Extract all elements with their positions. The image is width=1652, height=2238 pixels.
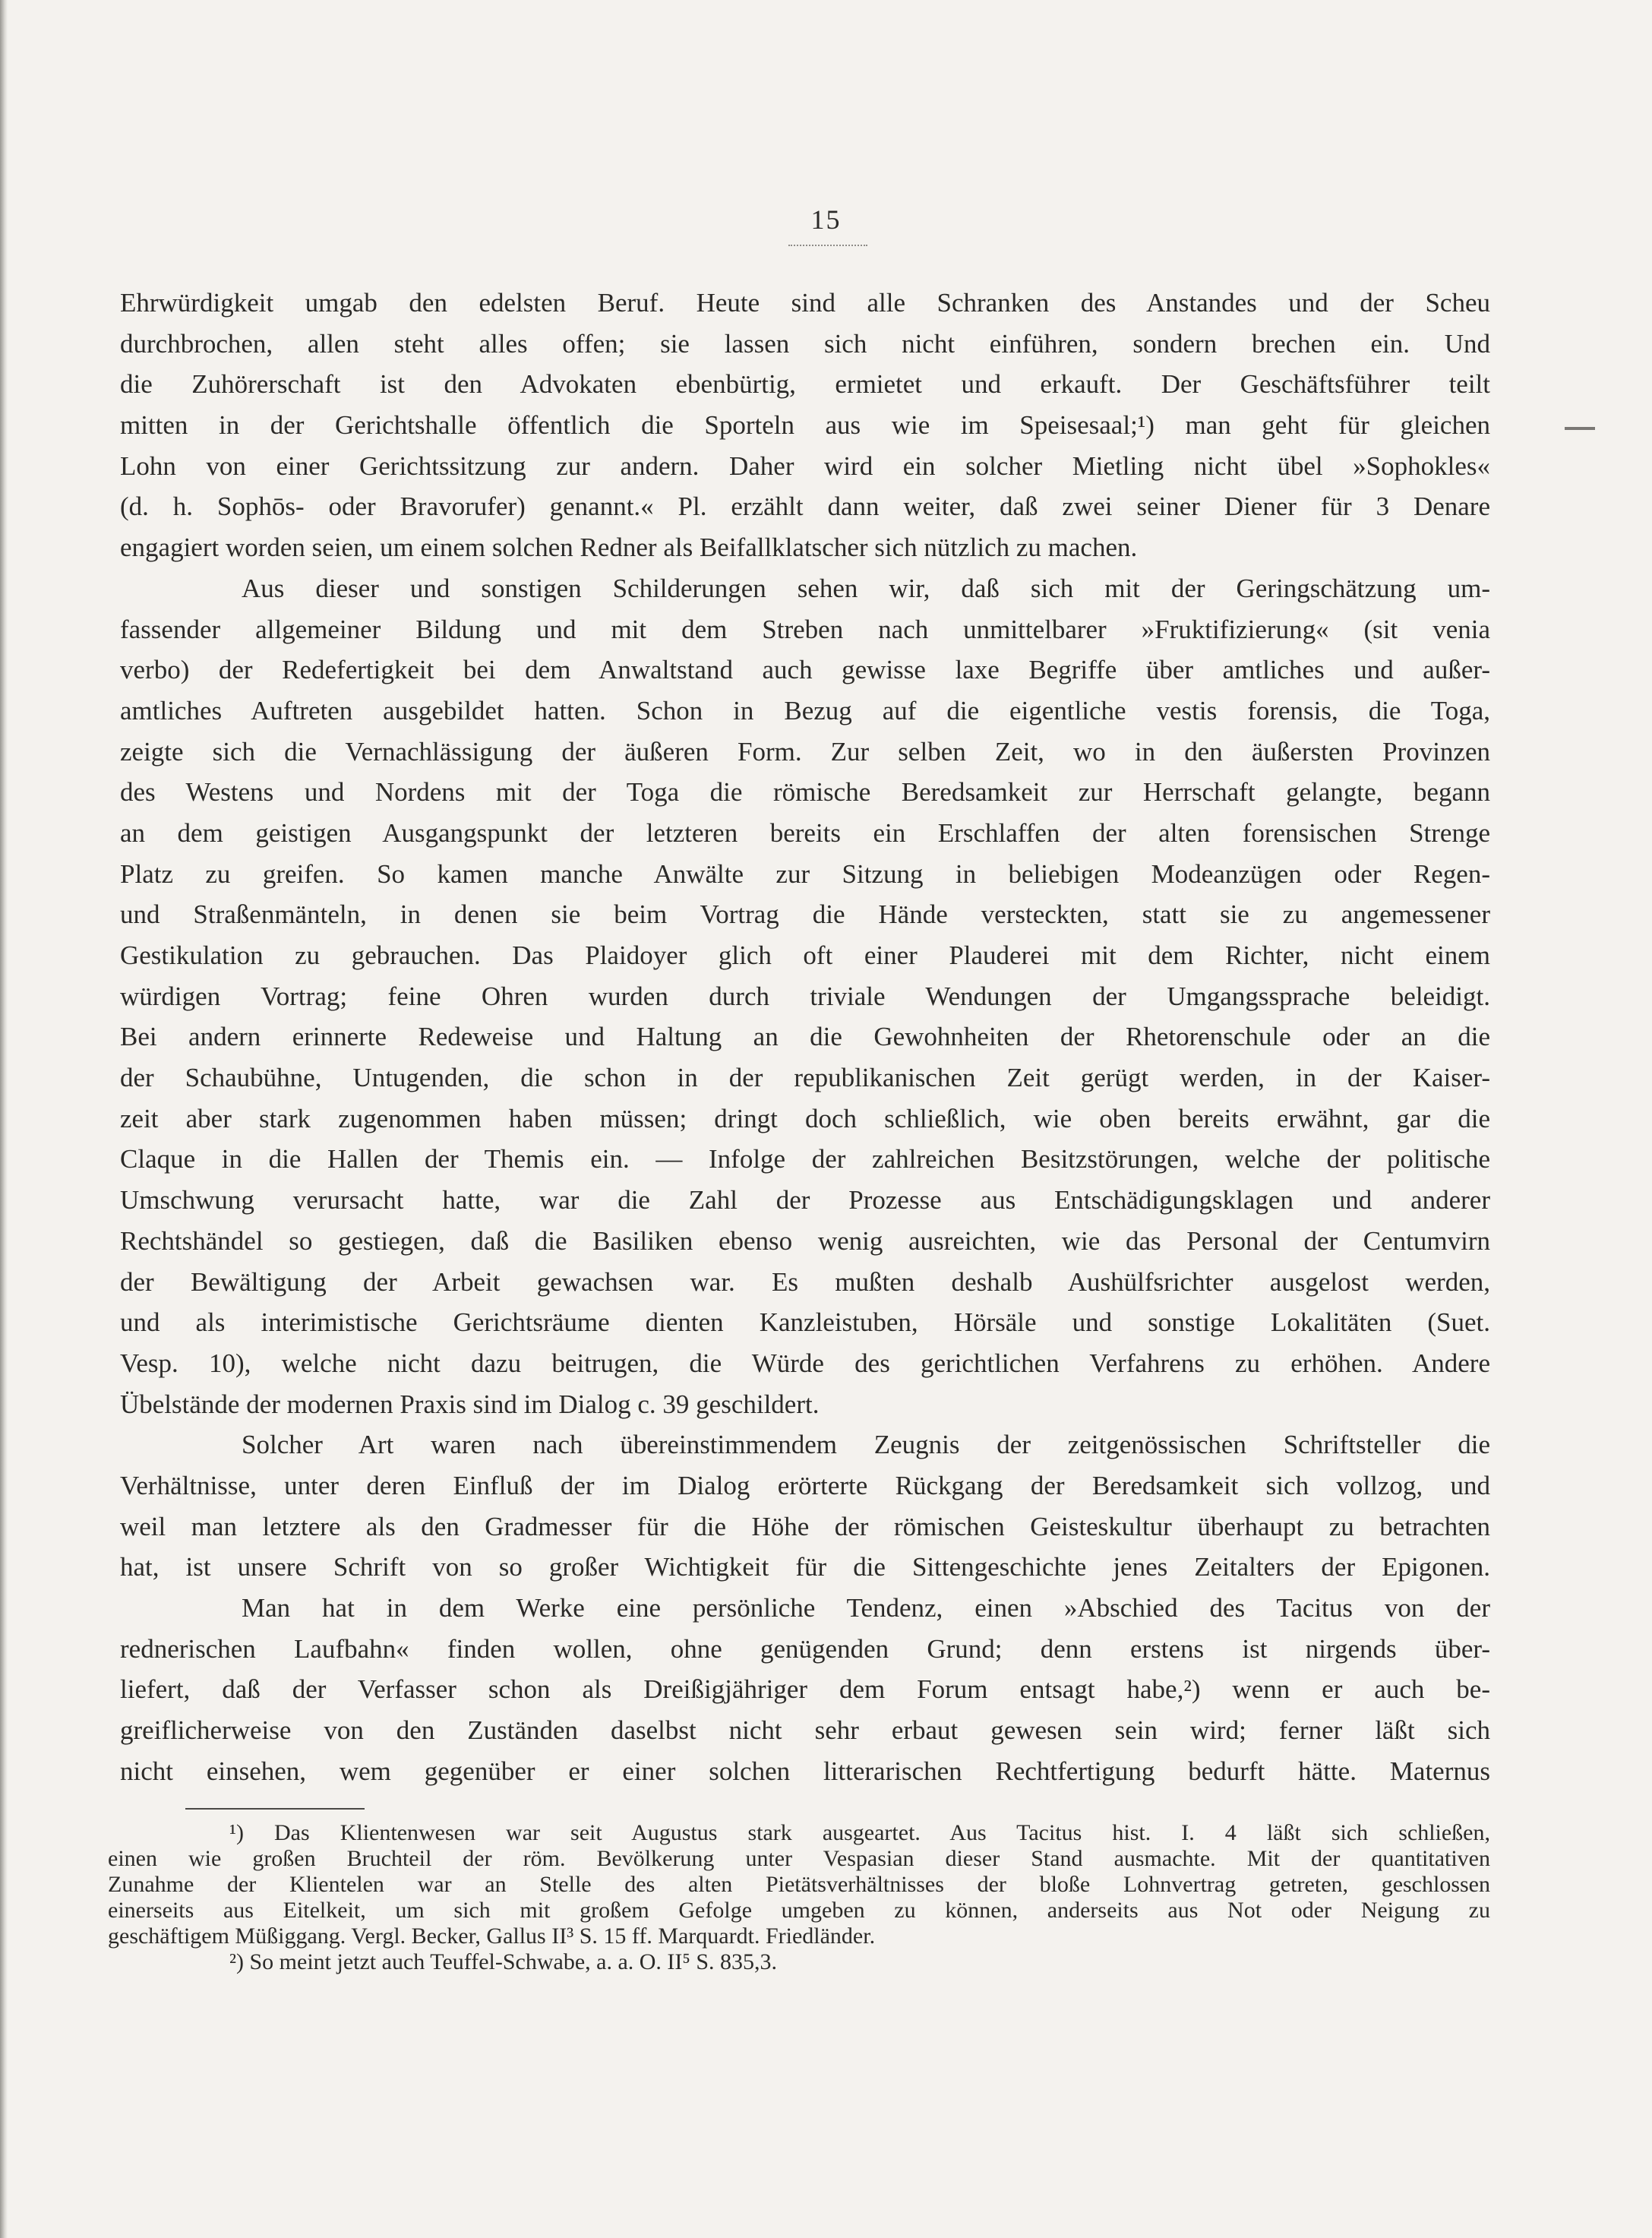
text-line: würdigen Vortrag; feine Ohren wurden durch triviale Wendungen der Umgangssprache beleidigt. bbox=[120, 981, 1490, 1011]
page-number-ornament bbox=[788, 245, 867, 246]
text-line: Umschwung verursacht hatte, war die Zahl der Prozesse aus Entschädigungsklagen und anderer bbox=[120, 1185, 1490, 1215]
text-line: zeit aber stark zugenommen haben müssen; dringt doch schließlich, wie oben bereits erwähnt, gar die bbox=[120, 1103, 1490, 1133]
text-line: durchbrochen, allen steht alles offen; sie lassen sich nicht einführen, sondern brechen ein. Und bbox=[120, 328, 1490, 359]
text-line: Claque in die Hallen der Themis ein. — Infolge der zahlreichen Besitzstörungen, welche der politische bbox=[120, 1144, 1490, 1174]
text-line: fassender allgemeiner Bildung und mit dem Streben nach unmittelbarer »Fruktifizierung« (sit venia bbox=[120, 614, 1490, 644]
text-line: Bei andern erinnerte Redeweise und Haltung an die Gewohnheiten der Rhetorenschule oder an die bbox=[120, 1022, 1490, 1052]
text-line: und als interimistische Gerichtsräume dienten Kanzleistuben, Hörsäle und sonstige Lokalitäten (Suet. bbox=[120, 1307, 1490, 1338]
margin-mark bbox=[1565, 427, 1595, 430]
text-line: weil man letztere als den Gradmesser für die Höhe der römischen Geisteskultur überhaupt zu betrachten bbox=[120, 1511, 1490, 1541]
text-line: Gestikulation zu gebrauchen. Das Plaidoyer glich oft einer Plauderei mit dem Richter, nicht einem bbox=[120, 940, 1490, 970]
footnote-separator bbox=[185, 1808, 365, 1810]
text-line: zeigte sich die Vernachlässigung der äußeren Form. Zur selben Zeit, wo in den äußersten Provinzen bbox=[120, 736, 1490, 767]
text-line: Platz zu greifen. So kamen manche Anwälte zur Sitzung in beliebigen Modeanzügen oder Regen- bbox=[120, 858, 1490, 889]
text-line: Vesp. 10), welche nicht dazu beitrugen, die Würde des gerichtlichen Verfahrens zu erhöhen. Andere bbox=[120, 1348, 1490, 1378]
text-line: liefert, daß der Verfasser schon als Dreißigjähriger dem Forum entsagt habe,²) wenn er auch be- bbox=[120, 1674, 1490, 1705]
text-line: verbo) der Redefertigkeit bei dem Anwaltstand auch gewisse laxe Begriffe über amtliches und außer- bbox=[120, 655, 1490, 685]
text-line: mitten in der Gerichtshalle öffentlich die Sporteln aus wie im Speisesaal;¹) man geht für gleichen bbox=[120, 410, 1490, 441]
text-line: der Bewältigung der Arbeit gewachsen war. Es mußten deshalb Aushülfsrichter ausgelost werden, bbox=[120, 1266, 1490, 1297]
text-line: und Straßenmänteln, in denen sie beim Vortrag die Hände versteckten, statt sie zu angemessener bbox=[120, 899, 1490, 930]
text-line: Aus dieser und sonstigen Schilderungen sehen wir, daß sich mit der Geringschätzung um- bbox=[242, 573, 1490, 603]
page-number: 15 bbox=[810, 204, 842, 235]
text-line: greiflicherweise von den Zuständen daselbst nicht sehr erbaut gewesen sein wird; ferner läßt sich bbox=[120, 1715, 1490, 1746]
text-line: (d. h. Sophōs- oder Bravorufer) genannt.« Pl. erzählt dann weiter, daß zwei seiner Diener für 3 Denare bbox=[120, 492, 1490, 522]
text-line: Verhältnisse, unter deren Einfluß der im Dialog erörterte Rückgang der Beredsamkeit sich vollzog, und bbox=[120, 1470, 1490, 1500]
text-line: Übelstände der modernen Praxis sind im Dialog c. 39 geschildert. bbox=[120, 1389, 820, 1419]
body-text bbox=[120, 283, 1490, 1791]
footnote-line: einen wie großen Bruchteil der röm. Bevölkerung unter Vespasian dieser Stand ausmachte. Mit der quantitativen bbox=[108, 1846, 1490, 1871]
footnote-line: geschäftigem Müßiggang. Vergl. Becker, Gallus II³ S. 15 ff. Marquardt. Friedländer. bbox=[108, 1923, 876, 1949]
page-edge-shadow bbox=[0, 0, 8, 2238]
text-line: Solcher Art waren nach übereinstimmendem Zeugnis der zeitgenössischen Schriftsteller die bbox=[242, 1430, 1490, 1460]
text-line: nicht einsehen, wem gegenüber er einer solchen litterarischen Rechtfertigung bedurft hätte. Maternus bbox=[120, 1756, 1490, 1786]
text-line: Ehrwürdigkeit umgab den edelsten Beruf. Heute sind alle Schranken des Anstandes und der Scheu bbox=[120, 288, 1490, 318]
text-line: des Westens und Nordens mit der Toga die römische Beredsamkeit zur Herrschaft gelangte, begann bbox=[120, 777, 1490, 808]
text-line: die Zuhörerschaft ist den Advokaten ebenbürtig, ermietet und erkauft. Der Geschäftsführer teilt bbox=[120, 369, 1490, 400]
text-line: amtliches Auftreten ausgebildet hatten. Schon in Bezug auf die eigentliche vestis forensis, die Toga, bbox=[120, 695, 1490, 725]
footnotes bbox=[108, 1820, 1490, 1975]
text-line: rednerischen Laufbahn« finden wollen, ohne genügenden Grund; denn erstens ist nirgends über- bbox=[120, 1633, 1490, 1664]
footnote-line: ²) So meint jetzt auch Teuffel-Schwabe, a. a. O. II⁵ S. 835,3. bbox=[229, 1949, 778, 1974]
text-line: an dem geistigen Ausgangspunkt der letzteren bereits ein Erschlaffen der alten forensischen Strenge bbox=[120, 817, 1490, 848]
footnote-line: ¹) Das Klientenwesen war seit Augustus stark ausgeartet. Aus Tacitus hist. I. 4 läßt sich schließen, bbox=[229, 1820, 1490, 1845]
footnote-line: Zunahme der Klientelen war an Stelle des alten Pietätsverhältnisses der bloße Lohnvertrag getreten, geschlossen bbox=[108, 1872, 1490, 1897]
text-line: engagiert worden seien, um einem solchen Redner als Beifallklatscher sich nützlich zu machen. bbox=[120, 533, 1138, 563]
text-line: hat, ist unsere Schrift von so großer Wichtigkeit für die Sittengeschichte jenes Zeitalters der Epigonen. bbox=[120, 1552, 1490, 1582]
text-line: Lohn von einer Gerichtssitzung zur andern. Daher wird ein solcher Mietling nicht übel »Sophokles« bbox=[120, 450, 1490, 481]
text-line: der Schaubühne, Untugenden, die schon in der republikanischen Zeit gerügt werden, in der Kaiser- bbox=[120, 1063, 1490, 1093]
text-line: Man hat in dem Werke eine persönliche Tendenz, einen »Abschied des Tacitus von der bbox=[242, 1593, 1490, 1623]
text-line: Rechtshändel so gestiegen, daß die Basiliken ebenso wenig ausreichten, wie das Personal der Centumvirn bbox=[120, 1225, 1490, 1256]
footnote-line: einerseits aus Eitelkeit, um sich mit großem Gefolge umgeben zu können, anderseits aus Not oder Neigung zu bbox=[108, 1898, 1490, 1923]
